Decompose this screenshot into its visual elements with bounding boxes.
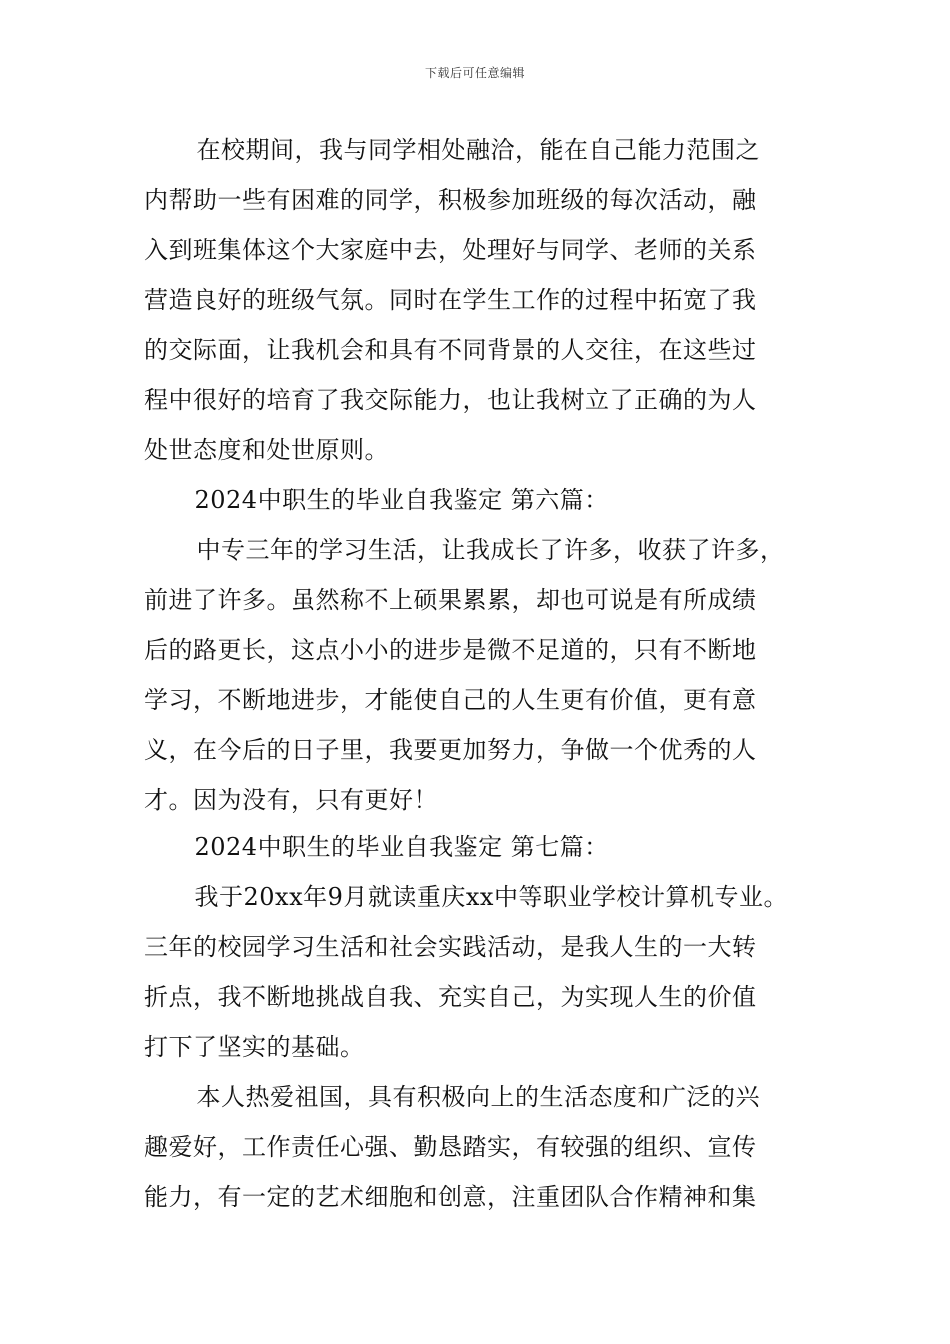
text-line: 中专三年的学习生活，让我成长了许多，收获了许多， [172,536,785,564]
page-header: 下载后可任意编辑 [424,66,525,80]
text-line: 的交际面，让我机会和具有不同背景的人交往，在这些过 [144,336,757,364]
text-line: 折点，我不断地挑战自我、充实自己，为实现人生的价值 [144,983,757,1011]
text-line: 后的路更长，这点小小的进步是微不足道的，只有不断地 [144,636,757,664]
text-line: 义，在今后的日子里，我要更加努力，争做一个优秀的人 [144,736,757,764]
text-line: 才。因为没有，只有更好！ [144,786,438,814]
text-line: 前进了许多。虽然称不上硕果累累，却也可说是有所成绩 [144,586,757,614]
text-line: 学习，不断地进步，才能使自己的人生更有价值，更有意 [144,686,757,714]
text-line: 在校期间，我与同学相处融洽，能在自己能力范围之 [172,136,760,164]
text-line: 程中很好的培育了我交际能力，也让我树立了正确的为人 [144,386,757,414]
text-line: 能力，有一定的艺术细胞和创意，注重团队合作精神和集 [144,1183,757,1211]
text-line: 处世态度和处世原则。 [144,436,389,464]
text-line: 趣爱好，工作责任心强、勤恳踏实，有较强的组织、宣传 [144,1133,757,1161]
section-heading: 2024中职生的毕业自我鉴定 第六篇： [170,486,609,514]
text-line: 我于20xx年9月就读重庆xx中等职业学校计算机专业。 [170,883,788,911]
text-line: 内帮助一些有困难的同学，积极参加班级的每次活动，融 [144,186,757,214]
text-line: 打下了坚实的基础。 [144,1033,365,1061]
text-line: 本人热爱祖国，具有积极向上的生活态度和广泛的兴 [172,1083,760,1111]
section-heading: 2024中职生的毕业自我鉴定 第七篇： [170,833,609,861]
text-line: 三年的校园学习生活和社会实践活动，是我人生的一大转 [144,933,757,961]
text-line: 营造良好的班级气氛。同时在学生工作的过程中拓宽了我 [144,286,757,314]
text-line: 入到班集体这个大家庭中去，处理好与同学、老师的关系 [144,236,757,264]
